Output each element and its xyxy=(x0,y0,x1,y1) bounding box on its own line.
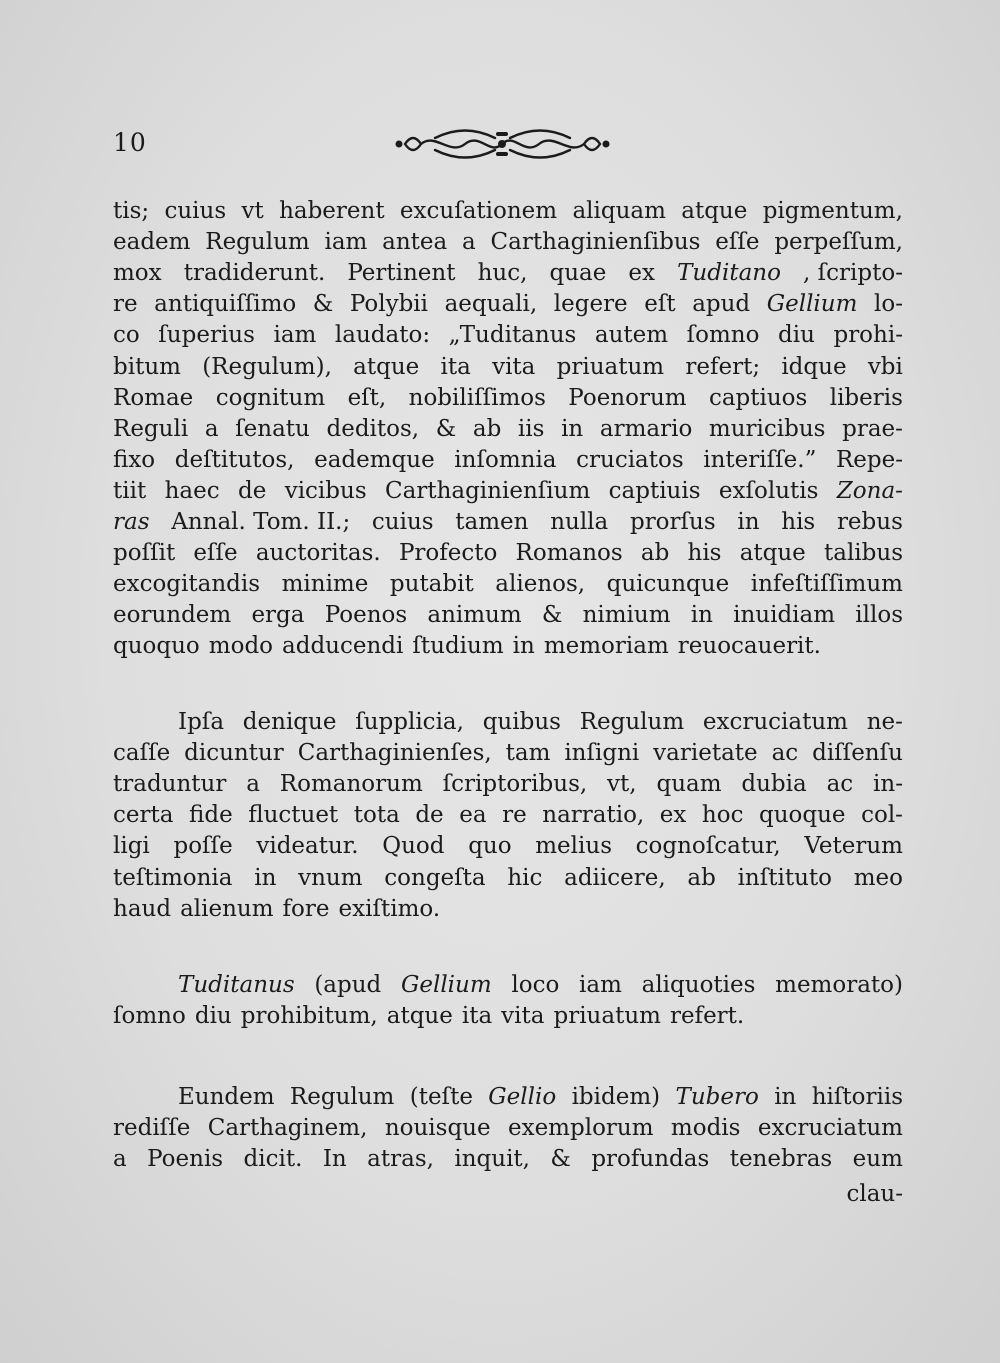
word: ac xyxy=(826,771,854,798)
word: Ipſa xyxy=(178,709,225,735)
word: atque xyxy=(353,353,420,380)
word: fixo xyxy=(113,446,156,473)
word: exſolutis xyxy=(718,477,819,504)
word: (teſte xyxy=(409,1084,473,1110)
word: (apud xyxy=(314,972,382,998)
word: vt xyxy=(241,198,264,224)
word: nouisque xyxy=(384,1115,491,1142)
word: ita xyxy=(461,1003,493,1030)
text-line xyxy=(113,1113,903,1144)
word: ligi xyxy=(113,833,150,860)
word: & xyxy=(550,1146,571,1173)
word: ſenatu xyxy=(235,415,310,442)
word: rebus xyxy=(836,509,903,535)
word: co xyxy=(113,322,140,349)
word: vicibus xyxy=(284,477,367,504)
word: teſtimonia xyxy=(113,864,233,891)
word: refert. xyxy=(669,1003,745,1030)
word: ne- xyxy=(866,709,903,735)
word: aliquoties xyxy=(641,972,756,998)
word: Gellium xyxy=(766,291,858,318)
word: reuocauerit. xyxy=(677,633,821,660)
word: quam xyxy=(656,771,722,798)
word: Reguli xyxy=(113,415,189,442)
word: Eundem xyxy=(178,1084,275,1110)
word: aliquam xyxy=(572,198,666,224)
word: Poenis xyxy=(147,1146,224,1173)
word: laudato: xyxy=(334,322,431,349)
word: memoriam xyxy=(543,633,669,660)
word: ea xyxy=(459,802,487,829)
text-line xyxy=(178,1082,903,1113)
word: & xyxy=(312,291,334,318)
word: denique xyxy=(242,709,337,735)
word: mox xyxy=(113,260,162,287)
word: ex xyxy=(628,260,656,287)
text-line xyxy=(113,320,903,351)
text-line xyxy=(113,800,903,831)
word: in xyxy=(737,509,760,535)
word: ab xyxy=(687,864,716,891)
word: fide xyxy=(189,802,233,829)
word: , ſcripto- xyxy=(803,260,903,287)
word: illos xyxy=(855,602,903,629)
word: idque xyxy=(781,353,847,380)
page-number: 10 xyxy=(113,128,147,157)
word: haberent xyxy=(279,198,385,224)
word: „Tuditanus xyxy=(448,322,577,349)
word: alienum xyxy=(180,895,274,922)
word: iam xyxy=(324,229,368,256)
word: caſſe xyxy=(113,740,171,767)
word: Tuditanus xyxy=(178,972,295,998)
word: lo- xyxy=(873,291,903,318)
text-line xyxy=(113,769,903,800)
word: ac xyxy=(771,740,799,767)
word: re xyxy=(113,291,138,318)
word: videatur. xyxy=(256,833,359,860)
word: excogitandis xyxy=(113,571,261,598)
word: inquit, xyxy=(454,1146,530,1173)
text-line xyxy=(113,538,903,569)
word: hic xyxy=(507,864,543,891)
word: Annal. Tom. II.; xyxy=(171,509,351,535)
word: eorundem xyxy=(113,602,232,629)
word: tis; xyxy=(113,198,150,224)
word: ras xyxy=(113,509,150,535)
word: prorſus xyxy=(629,509,716,535)
word: Gellio xyxy=(488,1084,557,1110)
word: deſtitutos, xyxy=(174,446,295,473)
word: eſſe xyxy=(193,540,238,567)
word: diu xyxy=(194,1003,232,1030)
word: quoque xyxy=(759,802,846,829)
word: aequali, xyxy=(444,291,538,318)
word: Poenos xyxy=(324,602,408,629)
word: modis xyxy=(670,1115,741,1142)
word: prohi- xyxy=(833,322,903,349)
word: nulla xyxy=(550,509,609,535)
word: legere xyxy=(553,291,628,318)
word: tiit xyxy=(113,477,147,504)
word: Quod xyxy=(382,833,445,860)
word: quae xyxy=(549,260,607,287)
word: captiuis xyxy=(608,477,701,504)
word: minime xyxy=(281,571,369,598)
word: Romanos xyxy=(515,540,623,567)
word: his xyxy=(781,509,816,535)
word: col- xyxy=(861,802,903,829)
text-line xyxy=(113,414,903,445)
word: inſomnia xyxy=(454,446,557,473)
word: a xyxy=(462,229,476,256)
catchword: clau- xyxy=(846,1181,903,1208)
word: antiquiſſimo xyxy=(154,291,297,318)
word: quicunque xyxy=(606,571,730,598)
word: huc, xyxy=(477,260,528,287)
word: ab xyxy=(472,415,502,442)
word: atque xyxy=(681,198,748,224)
word: dicuntur xyxy=(184,740,284,767)
word: refert; xyxy=(685,353,761,380)
word: animum xyxy=(427,602,522,629)
word: haec xyxy=(164,477,220,504)
word: ſomno xyxy=(686,322,760,349)
word: Carthaginienſibus xyxy=(490,229,701,256)
text-line xyxy=(113,289,903,320)
word: inſtituto xyxy=(737,864,832,891)
word: Carthaginem, xyxy=(207,1115,368,1142)
word: (Regulum), xyxy=(202,353,332,380)
word: rediſſe xyxy=(113,1115,191,1142)
text-line xyxy=(113,445,903,476)
word: atras, xyxy=(367,1146,434,1173)
word: varietate xyxy=(653,740,758,767)
word: pigmentum, xyxy=(762,198,903,224)
text-line xyxy=(113,1144,903,1175)
word: vt, xyxy=(607,771,637,798)
word: Poenorum xyxy=(568,384,687,411)
word: prohibitum, xyxy=(240,1003,378,1030)
word: talibus xyxy=(823,540,903,567)
word: hiſtoriis xyxy=(811,1084,903,1110)
word: eſt, xyxy=(347,384,387,411)
word: tamen xyxy=(455,509,529,535)
word: meo xyxy=(853,864,903,891)
word: vita xyxy=(492,353,536,380)
word: interiſſe.” xyxy=(703,446,817,473)
word: memorato) xyxy=(775,972,903,998)
word: adiicere, xyxy=(564,864,666,891)
word: captiuos xyxy=(708,384,808,411)
word: quo xyxy=(468,833,512,860)
word: Carthaginienſes, xyxy=(297,740,492,767)
word: bitum xyxy=(113,353,181,380)
word: Romanorum xyxy=(279,771,423,798)
word: poſſe xyxy=(173,833,233,860)
word: exiſtimo. xyxy=(338,895,441,922)
word: in xyxy=(774,1084,797,1110)
word: tradiderunt. xyxy=(183,260,326,287)
text-line xyxy=(113,569,903,600)
word: inuidiam xyxy=(733,602,836,629)
word: profundas xyxy=(591,1146,710,1173)
word: eademque xyxy=(314,446,435,473)
word: auctoritas. xyxy=(255,540,381,567)
word: tota xyxy=(353,802,400,829)
word: certa xyxy=(113,802,174,829)
word: eſt xyxy=(644,291,676,318)
word: iam xyxy=(273,322,317,349)
word: tenebras xyxy=(729,1146,833,1173)
word: in xyxy=(254,864,277,891)
text-line xyxy=(113,738,903,769)
word: perpeſſum, xyxy=(774,229,903,256)
word: dubia xyxy=(741,771,807,798)
word: excuſationem xyxy=(399,198,558,224)
word: armario xyxy=(599,415,693,442)
word: apud xyxy=(692,291,751,318)
word: quibus xyxy=(482,709,561,735)
word: ſtudium xyxy=(412,633,504,660)
word: in xyxy=(690,602,713,629)
word: liberis xyxy=(829,384,903,411)
word: Regulum xyxy=(205,229,310,256)
word: traduntur xyxy=(113,771,227,798)
word: & xyxy=(541,602,563,629)
word: atque xyxy=(739,540,806,567)
word: de xyxy=(415,802,444,829)
word: eadem xyxy=(113,229,191,256)
word: antea xyxy=(382,229,448,256)
word: cruciatos xyxy=(576,446,684,473)
word: melius xyxy=(535,833,612,860)
word: iis xyxy=(517,415,545,442)
word: deditos, xyxy=(326,415,420,442)
word: ſcriptoribus, xyxy=(442,771,588,798)
word: Pertinent xyxy=(347,260,456,287)
text-line xyxy=(113,507,903,538)
word: Profecto xyxy=(398,540,498,567)
word: hoc xyxy=(701,802,744,829)
word: dicit. xyxy=(243,1146,303,1173)
word: diſſenſu xyxy=(812,740,903,767)
word: loco xyxy=(511,972,560,998)
text-line xyxy=(113,352,903,383)
word: in- xyxy=(873,771,903,798)
text-line xyxy=(113,258,903,289)
word: Regulum xyxy=(579,709,685,735)
word: autem xyxy=(594,322,669,349)
word: ibidem) xyxy=(571,1084,661,1110)
word: nobiliſſimos xyxy=(408,384,546,411)
word: poſſit xyxy=(113,540,176,567)
word: erga xyxy=(251,602,305,629)
word: In xyxy=(322,1146,347,1173)
word: vbi xyxy=(867,353,903,380)
word: ſomno xyxy=(113,1003,186,1030)
word: narratio, xyxy=(542,802,645,829)
word: putabit xyxy=(389,571,474,598)
word: excruciatum xyxy=(702,709,848,735)
word: & xyxy=(435,415,457,442)
word: atque xyxy=(386,1003,453,1030)
word: Zona- xyxy=(836,477,903,504)
text-line xyxy=(113,894,903,925)
word: Veterum xyxy=(804,833,903,860)
word: muricibus xyxy=(708,415,826,442)
word: eum xyxy=(852,1146,903,1173)
word: ſuperius xyxy=(158,322,255,349)
word: cognoſcatur, xyxy=(635,833,781,860)
word: re xyxy=(502,802,527,829)
word: adducendi xyxy=(282,633,404,660)
word: Regulum xyxy=(289,1084,395,1110)
word: haud xyxy=(113,895,172,922)
word: ab xyxy=(640,540,670,567)
word: exemplorum xyxy=(507,1115,654,1142)
word: cuius xyxy=(164,198,227,224)
word: inſigni xyxy=(564,740,640,767)
word: modo xyxy=(208,633,274,660)
text-line xyxy=(113,383,903,414)
text-line xyxy=(113,631,903,662)
word: nimium xyxy=(582,602,671,629)
word: ex xyxy=(659,802,687,829)
word: fluctuet xyxy=(248,802,339,829)
word: vnum xyxy=(298,864,363,891)
word: prae- xyxy=(842,415,903,442)
text-line xyxy=(113,227,903,258)
word: a xyxy=(246,771,260,798)
word: a xyxy=(204,415,219,442)
text-line xyxy=(113,600,903,631)
word: Gellium xyxy=(400,972,492,998)
word: fore xyxy=(282,895,330,922)
word: congeſta xyxy=(384,864,486,891)
word: iam xyxy=(579,972,622,998)
text-line xyxy=(113,1001,903,1032)
word: vita xyxy=(501,1003,545,1030)
text-line xyxy=(178,707,903,738)
word: Carthaginienſium xyxy=(385,477,591,504)
word: eſſe xyxy=(715,229,760,256)
text-line xyxy=(178,970,903,1001)
word: a xyxy=(113,1146,127,1173)
text-line xyxy=(113,476,903,507)
word: excruciatum xyxy=(757,1115,903,1142)
word: ita xyxy=(440,353,471,380)
word: cognitum xyxy=(215,384,326,411)
word: Polybii xyxy=(349,291,429,318)
word: his xyxy=(687,540,722,567)
headpiece-ornament-icon xyxy=(395,126,610,162)
word: alienos, xyxy=(495,571,586,598)
word: in xyxy=(512,633,535,660)
word: Repe- xyxy=(835,446,903,473)
word: Tuditano xyxy=(677,260,781,287)
word: priuatum xyxy=(553,1003,661,1030)
word: in xyxy=(561,415,584,442)
word: priuatum xyxy=(556,353,665,380)
text-line xyxy=(113,831,903,862)
word: infeſtiſſimum xyxy=(750,571,903,598)
text-line xyxy=(113,196,903,227)
text-line xyxy=(113,863,903,894)
word: tam xyxy=(505,740,551,767)
word: cuius xyxy=(371,509,434,535)
word: diu xyxy=(778,322,815,349)
word: Tubero xyxy=(675,1084,759,1110)
word: Romae xyxy=(113,384,194,411)
word: ſupplicia, xyxy=(355,709,464,735)
word: de xyxy=(237,477,267,504)
word: quoquo xyxy=(113,633,200,660)
